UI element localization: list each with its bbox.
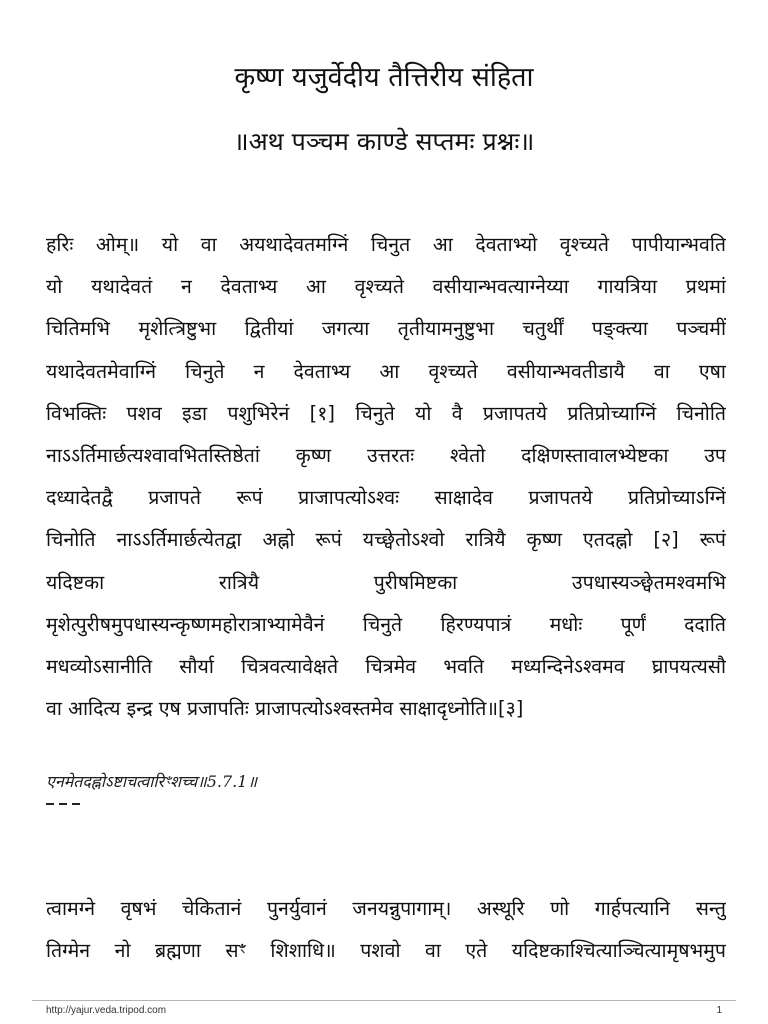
text-line: मृशेत्पुरीषमुपधास्यन्कृष्णमहोरात्राभ्यामेवैनं चिनुते हिरण्यपात्रं मधोः पूर्णं ददाति bbox=[46, 612, 726, 636]
text-line: यदिष्टका रात्रियै पुरीषमिष्टका उपधास्यञ्छ्वेतमश्वमभि bbox=[46, 570, 726, 594]
text-line: दध्यादेतद्वै प्रजापते रूपं प्राजापत्योऽश्वः साक्षादेव प्रजापतये प्रतिप्रोच्याऽग्निं bbox=[46, 486, 726, 510]
footer-url: http://yajur.veda.tripod.com bbox=[46, 1005, 167, 1016]
page-number: 1 bbox=[716, 1005, 722, 1016]
verse-paragraph-2 bbox=[46, 888, 726, 972]
accent-marks bbox=[46, 799, 106, 809]
text-line: चिनोति नाऽऽर्तिमार्छत्येतद्वा अह्नो रूपं यच्छ्वेतोऽश्वो रात्रियै कृष्ण एतदह्नो [२] रूपं bbox=[46, 528, 726, 552]
section-heading: ॥अथ पञ्चम काण्डे सप्तमः प्रश्नः॥ bbox=[233, 127, 535, 156]
text-line: यो यथादेवतं न देवताभ्य आ वृश्च्यते वसीयान्भवत्याग्नेय्या गायत्रिया प्रथमां bbox=[46, 275, 726, 299]
text-line: नाऽऽर्तिमार्छत्यश्वावभितस्तिष्ठेतां कृष्ण उत्तरतः श्वेतो दक्षिणस्तावालभ्येष्टका उप bbox=[46, 443, 726, 467]
text-line: तिग्मेन नो ब्रह्मणा सꣳ शिशाधि॥ पशवो वा एते यदिष्टकाश्चित्याञ्चित्यामृषभमुप bbox=[46, 939, 726, 963]
text-line: त्वामग्ने वृषभं चेकितानं पुनर्युवानं जनयन्नुपागाम्। अस्थूरि णो गार्हपत्यानि सन्तु bbox=[46, 897, 726, 920]
text-line: हरिः ओम्॥ यो वा अयथादेवतमग्निं चिनुत आ देवताभ्यो वृश्च्यते पापीयान्भवति bbox=[46, 233, 726, 256]
text-line: यथादेवतमेवाग्निं चिनुते न देवताभ्य आ वृश्च्यते वसीयान्भवतीडायै वा एषा bbox=[46, 359, 726, 383]
verse-paragraph-1 bbox=[46, 224, 726, 730]
footer-divider bbox=[32, 1000, 736, 1001]
verse-reference: एनमेतदह्नोऽष्टाचत्वारिꣳशच्च॥5.7.1॥ bbox=[46, 772, 258, 791]
document-title: कृष्ण यजुर्वेदीय तैत्तिरीय संहिता bbox=[234, 62, 534, 93]
text-line: विभक्तिः पशव इडा पशुभिरेनं [१] चिनुते यो वै प्रजापतये प्रतिप्रोच्याग्निं चिनोति bbox=[46, 401, 726, 425]
text-line: वा आदित्य इन्द्र एष प्रजापतिः प्राजापत्योऽश्वस्तमेव साक्षादृध्नोति॥[३] bbox=[46, 697, 524, 721]
text-line: मधव्योऽसानीति सौर्या चित्रवत्यावेक्षते चित्रमेव भवति मध्यन्दिनेऽश्वमव घ्रापयत्यसौ bbox=[46, 654, 726, 678]
text-line: चितिमभि मृशेत्त्रिष्टुभा द्वितीयां जगत्या तृतीयामनुष्टुभा चतुर्थीं पङ्क्त्या पञ्चमीं bbox=[46, 317, 726, 341]
